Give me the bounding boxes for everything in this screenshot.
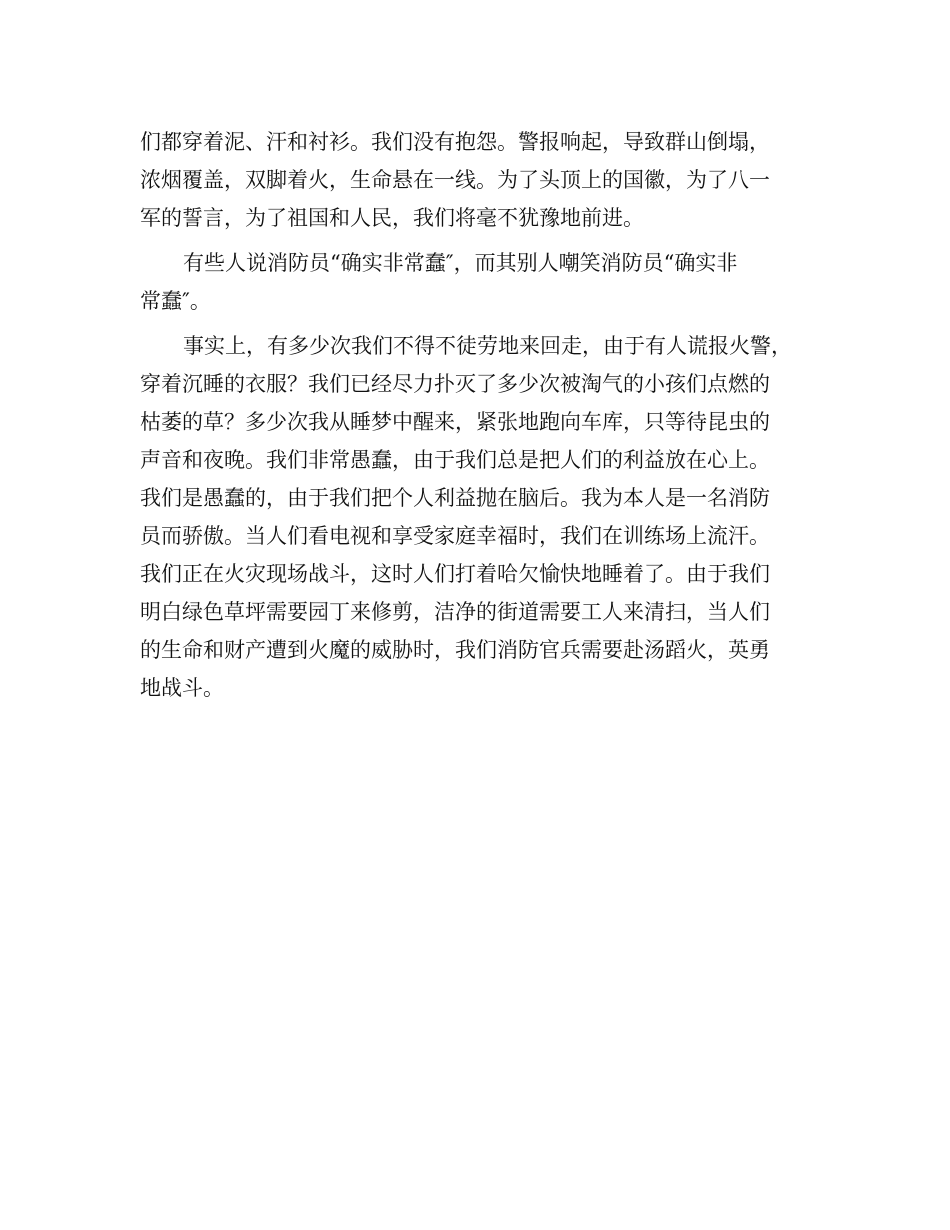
paragraph-line: 声音和夜晚。我们非常愚蠢，由于我们总是把人们的利益放在心上。 xyxy=(140,448,770,472)
paragraph-line: 浓烟覆盖，双脚着火，生命悬在一线。为了头顶上的国徽，为了八一 xyxy=(140,168,770,192)
paragraph-1 xyxy=(140,123,840,237)
paragraph-line: 军的誓言，为了祖国和人民，我们将毫不犹豫地前进。 xyxy=(140,206,644,230)
paragraph-line: 明白绿色草坪需要园丁来修剪，洁净的街道需要工人来清扫，当人们 xyxy=(140,600,770,624)
paragraph-line: 穿着沉睡的衣服？我们已经尽力扑灭了多少次被淘气的小孩们点燃的 xyxy=(140,372,770,396)
paragraph-line: 常蠢″。 xyxy=(140,289,211,313)
document-body xyxy=(140,123,840,707)
paragraph-line: 有些人说消防员“确实非常蠢″，而其别人嘲笑消防员“确实非 xyxy=(183,251,738,275)
paragraph-line: 们都穿着泥、汗和衬衫。我们没有抱怨。警报响起，导致群山倒塌， xyxy=(140,130,770,154)
paragraph-line: 我们是愚蠢的，由于我们把个人利益抛在脑后。我为本人是一名消防 xyxy=(140,486,770,510)
paragraph-line: 地战斗。 xyxy=(140,676,224,700)
paragraph-line: 事实上，有多少次我们不得不徒劳地来回走，由于有人谎报火警， xyxy=(183,334,792,358)
paragraph-2 xyxy=(140,244,840,320)
paragraph-line: 员而骄傲。当人们看电视和享受家庭幸福时，我们在训练场上流汗。 xyxy=(140,524,770,548)
paragraph-line: 我们正在火灾现场战斗，这时人们打着哈欠愉快地睡着了。由于我们 xyxy=(140,562,770,586)
paragraph-3 xyxy=(140,327,840,707)
paragraph-line: 枯萎的草？多少次我从睡梦中醒来，紧张地跑向车库，只等待昆虫的 xyxy=(140,410,770,434)
paragraph-line: 的生命和财产遭到火魔的威胁时，我们消防官兵需要赴汤蹈火，英勇 xyxy=(140,638,770,662)
